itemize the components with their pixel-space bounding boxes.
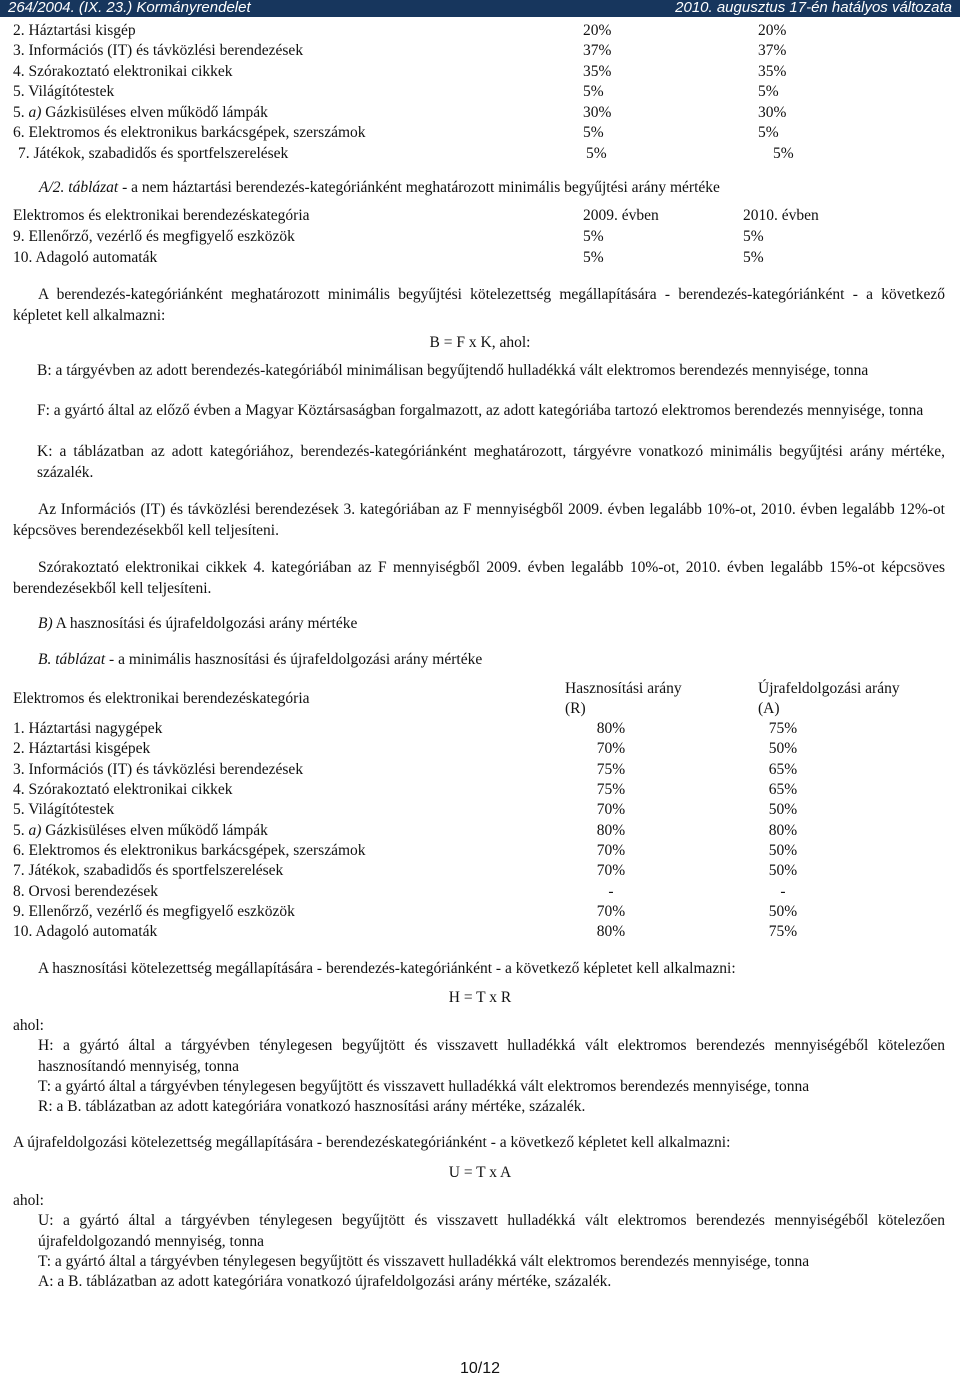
header-title: 264/2004. (IX. 23.) Kormányrendelet	[8, 0, 251, 16]
formula-u: U = T x A	[448, 1164, 512, 1181]
definition-b: B: a tárgyévben az adott berendezés-kategóriából minimálisan begyűjtendő hulladékká vált elektromos berendezés mennyisége, tonna	[37, 362, 869, 379]
table-row: 5. Világítótestek 5% 5%	[13, 83, 779, 100]
note-entertainment-category: Szórakoztató elektronikai cikkek 4. kategóriában az F mennyiségből 2009. évben legalább 10%-ot, 2010. évben legalább 15%-ot képcsöves berendezésekből kell teljesíteni.	[13, 559, 945, 597]
note-it-category: Az Információs (IT) és távközlési berendezések 3. kategóriában az F mennyiségből 2009. évben legalább 10%-ot, 2010. évben legalább 12%-ot képcsöves berendezésekből kell teljesíteni.	[13, 501, 945, 539]
definition-a: A: a B. táblázatban az adott kategóriára vonatkozó újrafeldolgozási arány mértéke, százalék.	[38, 1273, 612, 1290]
table-row: 1. Háztartási nagygépek 80% 75%	[13, 720, 798, 737]
definition-k: K: a táblázatban az adott kategóriához, berendezés-kategóriánként meghatározott, tárgyévre vonatkozó minimális begyűjtési arány mértéke, százalék.	[37, 443, 945, 481]
definition-t-recovery: T: a gyártó által a tárgyévben ténylegesen begyűjtött és visszavett hulladékká vált elektromos berendezés mennyisége, tonna	[38, 1078, 810, 1095]
definition-f: F: a gyártó által az előző évben a Magyar Köztársaságban forgalmazott, az adott kategóriába tartozó elektromos berendezés mennyisége, tonna	[37, 402, 924, 419]
definition-t-recycling: T: a gyártó által a tárgyévben ténylegesen begyűjtött és visszavett hulladékká vált elektromos berendezés mennyisége, tonna	[38, 1253, 810, 1270]
table-row: 4. Szórakoztató elektronikai cikkek 75% 65%	[13, 781, 798, 798]
table-header: Elektromos és elektronikai berendezéskategória	[13, 690, 310, 707]
recovery-intro: A hasznosítási kötelezettség megállapítására - berendezés-kategóriánként - a következő képletet kell alkalmazni:	[38, 960, 736, 977]
table-row: 5. a) Gázkisüléses elven működő lámpák 80% 80%	[13, 822, 798, 839]
recovery-ahol: ahol:	[13, 1017, 44, 1034]
formula-h: H = T x R	[448, 989, 512, 1006]
table-row: 5. a) Gázkisüléses elven működő lámpák 30% 30%	[13, 104, 787, 121]
table-header-r-symbol: (R)	[565, 700, 586, 717]
recycling-ahol: ahol:	[13, 1192, 44, 1209]
table-row: 5. Világítótestek 70% 50%	[13, 801, 798, 818]
table-row: 6. Elektromos és elektronikus barkácsgépek, szerszámok 70% 50%	[13, 842, 798, 859]
table-row: 8. Orvosi berendezések - -	[13, 883, 786, 900]
table-row: 10. Adagoló automaták 80% 75%	[13, 923, 798, 940]
page-number: 10/12	[459, 1360, 501, 1377]
header-version: 2010. augusztus 17-én hatályos változata	[675, 0, 952, 16]
table-row: 9. Ellenőrző, vezérlő és megfigyelő eszközök 70% 50%	[13, 903, 798, 920]
definition-h: H: a gyártó által a tárgyévben ténylegesen begyűjtött és visszavett hulladékká vált elektromos berendezés mennyiségéből kötelezően hasznosítandó mennyiség, tonna	[38, 1037, 945, 1075]
table-row: 10. Adagoló automaták 5% 5%	[13, 249, 764, 266]
table-row: 2. Háztartási kisgépek 70% 50%	[13, 740, 798, 757]
collection-intro: A berendezés-kategóriánként meghatározott minimális begyűjtési kötelezettség megállapítására - berendezés-kategóriánként - a következő képletet kell alkalmazni:	[13, 286, 945, 324]
table-row: 7. Játékok, szabadidős és sportfelszerelések 5% 5%	[18, 145, 794, 162]
table-b-caption: B. táblázat - a minimális hasznosítási és újrafeldolgozási arány mértéke	[38, 651, 483, 668]
table-row: 3. Információs (IT) és távközlési berendezések 37% 37%	[13, 42, 787, 59]
table-header: Elektromos és elektronikai berendezéskategória 2009. évben 2010. évben	[13, 207, 819, 224]
table-header-a-symbol: (A)	[758, 700, 780, 717]
table-row: 6. Elektromos és elektronikus barkácsgépek, szerszámok 5% 5%	[13, 124, 779, 141]
table-row: 2. Háztartási kisgép 20% 20%	[13, 22, 787, 39]
document-header	[0, 0, 960, 17]
table-row: 3. Információs (IT) és távközlési berendezések 75% 65%	[13, 761, 798, 778]
table-header-a: Újrafeldolgozási arány	[758, 680, 900, 697]
definition-u: U: a gyártó által a tárgyévben ténylegesen begyűjtött és visszavett hulladékká vált elektromos berendezés mennyiségéből kötelezően újrafeldolgozandó mennyiség, tonna	[38, 1212, 945, 1250]
section-b-heading: B) A hasznosítási és újrafeldolgozási arány mértéke	[38, 615, 358, 632]
table-header-r: Hasznosítási arány	[565, 680, 682, 697]
table-row: 7. Játékok, szabadidős és sportfelszerelések 70% 50%	[13, 862, 798, 879]
recycling-intro: A újrafeldolgozási kötelezettség megállapítására - berendezéskategóriánként - a következő képletet kell alkalmazni:	[13, 1134, 731, 1151]
formula-b: B = F x K, ahol:	[429, 334, 531, 351]
table-row: 9. Ellenőrző, vezérlő és megfigyelő eszközök 5% 5%	[13, 228, 764, 245]
definition-r: R: a B. táblázatban az adott kategóriára vonatkozó hasznosítási arány mértéke, százalék.	[38, 1098, 586, 1115]
table-row: 4. Szórakoztató elektronikai cikkek 35% 35%	[13, 63, 787, 80]
table-a2-caption: A/2. táblázat - a nem háztartási berendezés-kategóriánként meghatározott minimális begyűjtési arány mértéke	[39, 179, 720, 196]
